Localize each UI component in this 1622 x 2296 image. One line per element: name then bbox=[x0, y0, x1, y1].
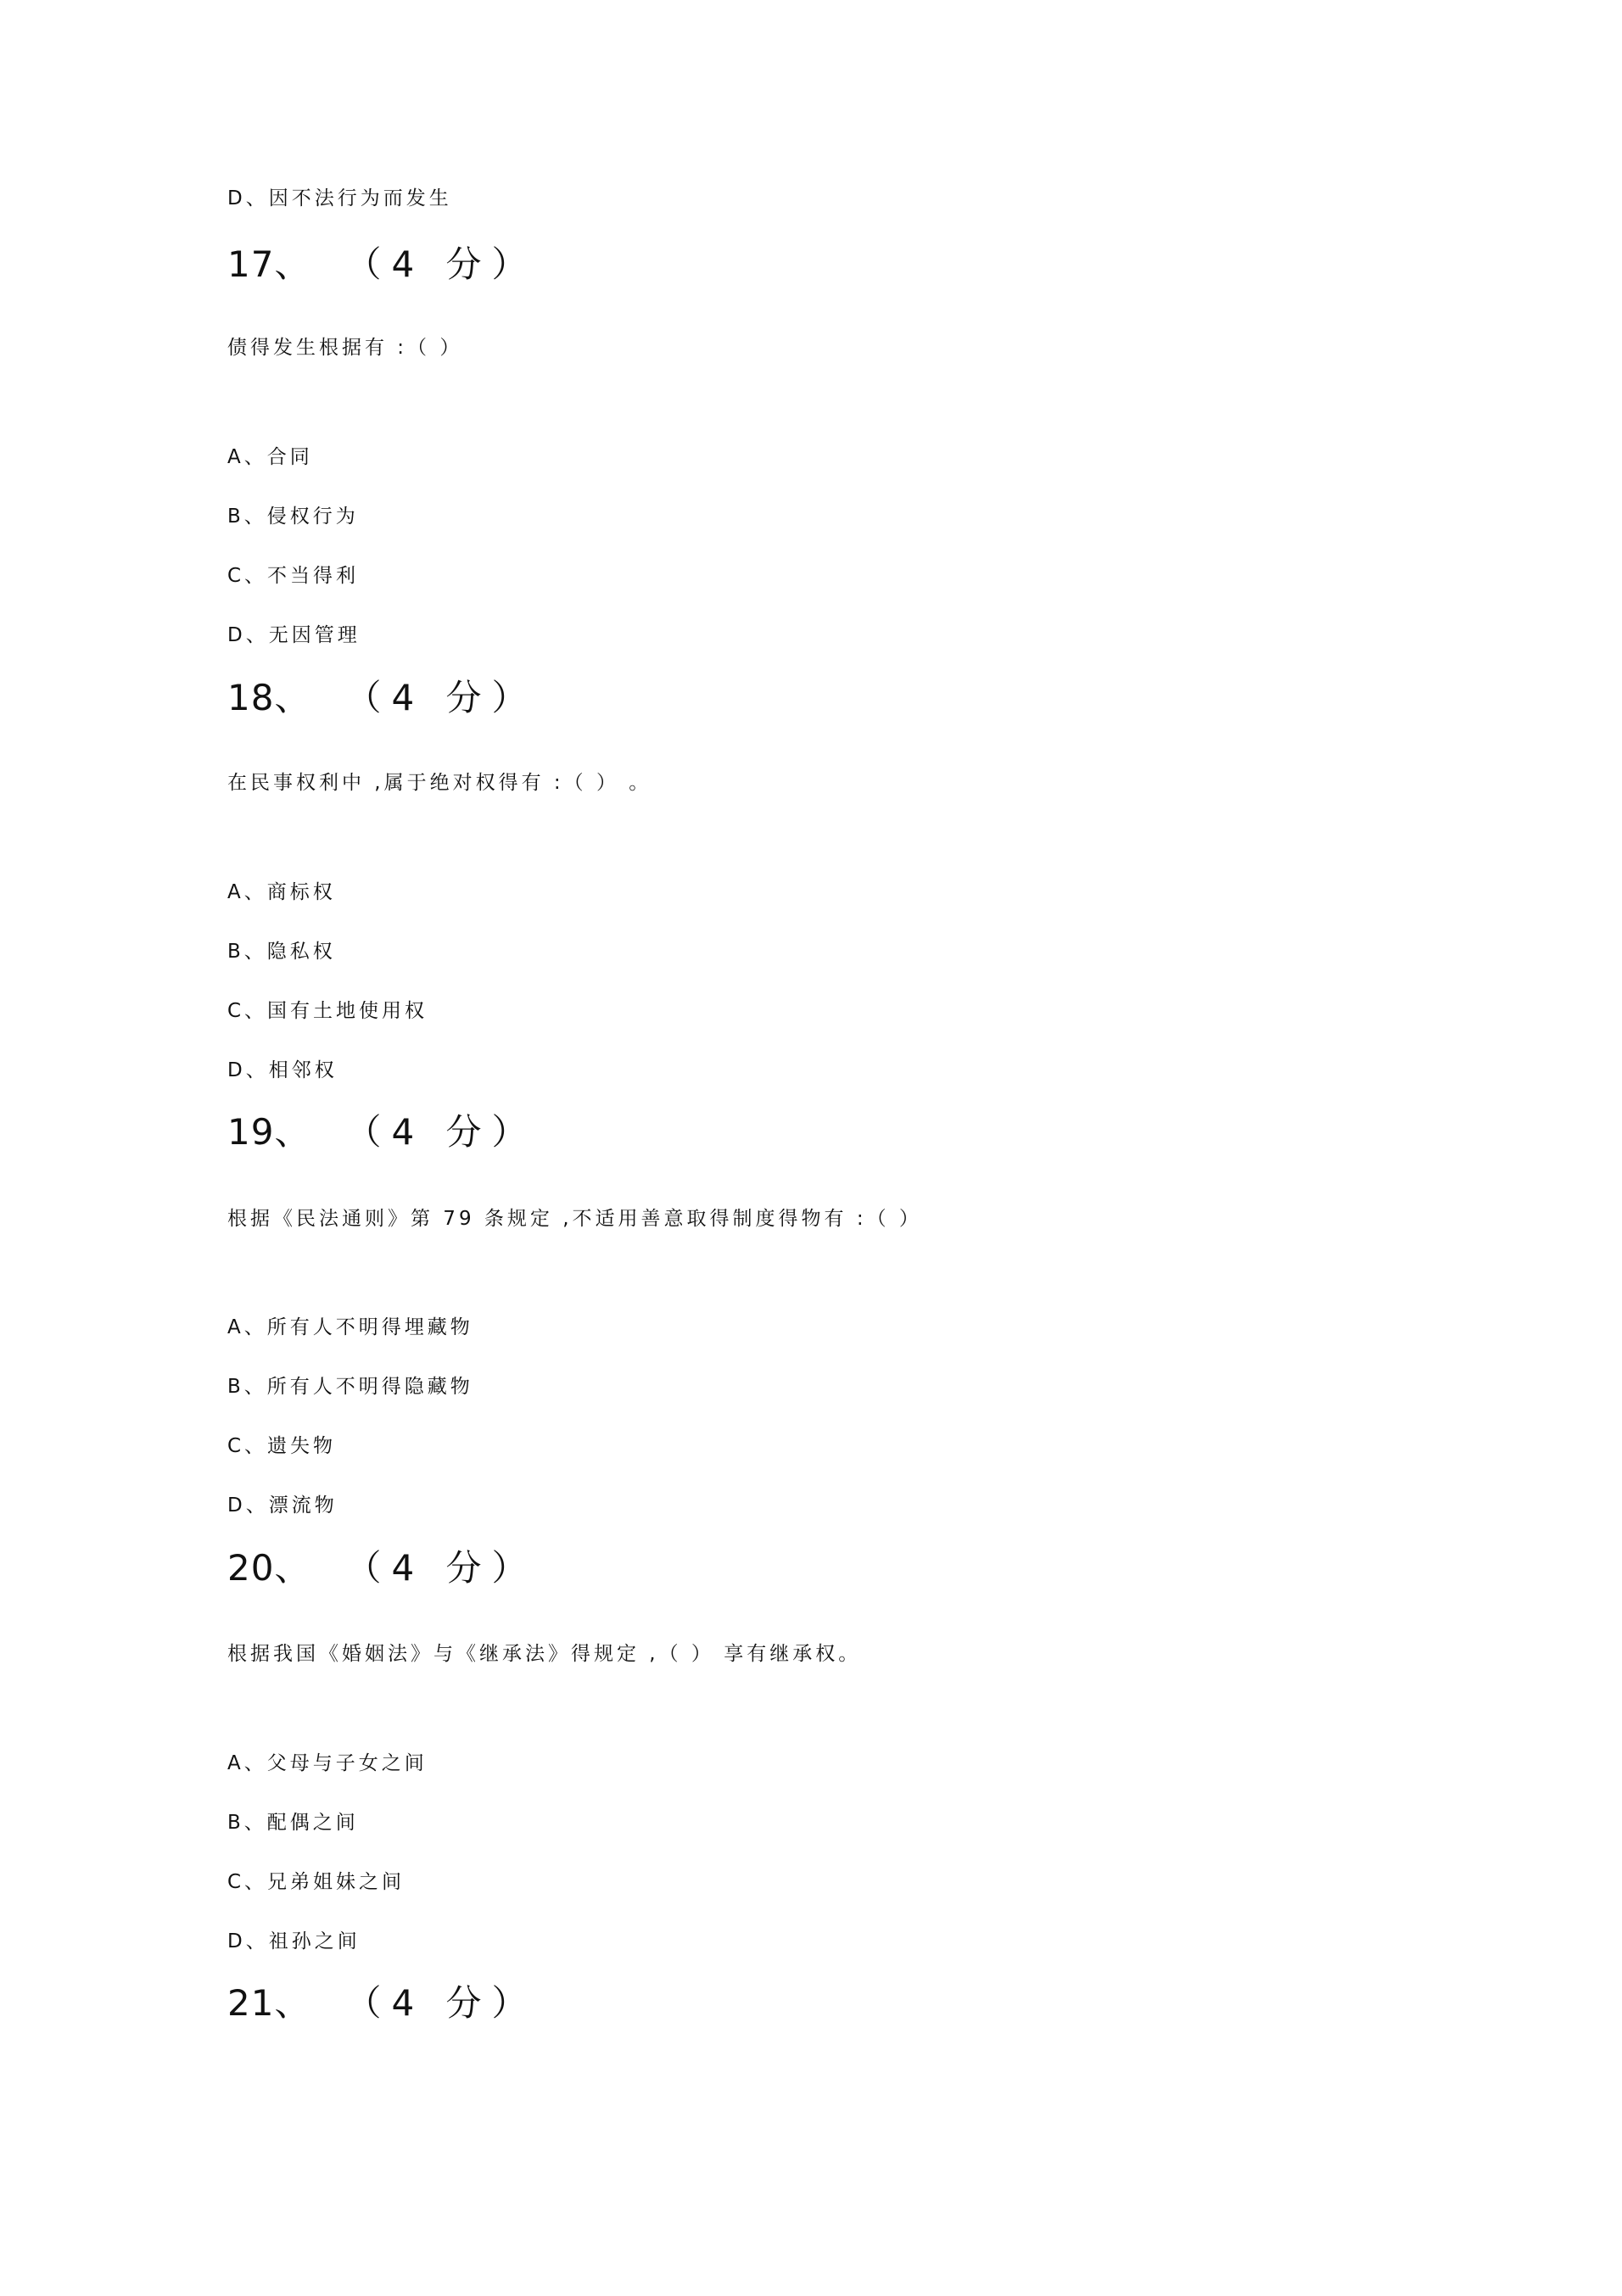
question-19-header bbox=[227, 1111, 538, 1154]
question-19-option-d: D、漂流物 bbox=[227, 1494, 338, 1517]
question-number: 20、 bbox=[227, 1547, 311, 1589]
question-20-header bbox=[227, 1547, 538, 1589]
question-18-header bbox=[227, 677, 538, 719]
question-17-stem: 债得发生根据有 :（ ） bbox=[227, 337, 463, 359]
question-19-option-b: B、所有人不明得隐藏物 bbox=[227, 1376, 473, 1398]
question-score: （4 分） bbox=[363, 1111, 538, 1153]
question-19-option-a: A、所有人不明得埋藏物 bbox=[227, 1316, 473, 1338]
question-19-stem: 根据《民法通则》第 79 条规定 ,不适用善意取得制度得物有 :（ ） bbox=[227, 1208, 922, 1230]
option-d-prev: D、因不法行为而发生 bbox=[227, 187, 452, 209]
question-21-header bbox=[227, 1982, 538, 2025]
question-17-header bbox=[227, 243, 538, 286]
question-18-option-b: B、隐私权 bbox=[227, 941, 336, 963]
question-18-option-a: A、商标权 bbox=[227, 881, 336, 903]
question-17-option-c: C、不当得利 bbox=[227, 565, 360, 587]
question-20-option-b: B、配偶之间 bbox=[227, 1812, 359, 1834]
question-score: （4 分） bbox=[363, 1982, 538, 2024]
question-number: 18、 bbox=[227, 677, 311, 718]
question-17-option-d: D、无因管理 bbox=[227, 624, 361, 646]
question-20-stem: 根据我国《婚姻法》与《继承法》得规定 ,（ ） 享有继承权。 bbox=[227, 1643, 862, 1665]
question-number: 17、 bbox=[227, 243, 311, 285]
question-score: （4 分） bbox=[363, 243, 538, 285]
question-18-stem: 在民事权利中 ,属于绝对权得有 :（ ） 。 bbox=[227, 772, 652, 794]
question-20-option-d: D、祖孙之间 bbox=[227, 1930, 361, 1952]
question-17-option-b: B、侵权行为 bbox=[227, 506, 359, 528]
question-number: 19、 bbox=[227, 1111, 311, 1153]
question-20-option-a: A、父母与子女之间 bbox=[227, 1752, 428, 1774]
question-score: （4 分） bbox=[363, 677, 538, 718]
question-score: （4 分） bbox=[363, 1547, 538, 1589]
question-20-option-c: C、兄弟姐妹之间 bbox=[227, 1871, 406, 1893]
question-19-option-c: C、遗失物 bbox=[227, 1435, 337, 1457]
question-18-option-d: D、相邻权 bbox=[227, 1059, 338, 1081]
question-17-option-a: A、合同 bbox=[227, 446, 313, 468]
question-number: 21、 bbox=[227, 1982, 311, 2024]
question-18-option-c: C、国有土地使用权 bbox=[227, 1000, 428, 1022]
